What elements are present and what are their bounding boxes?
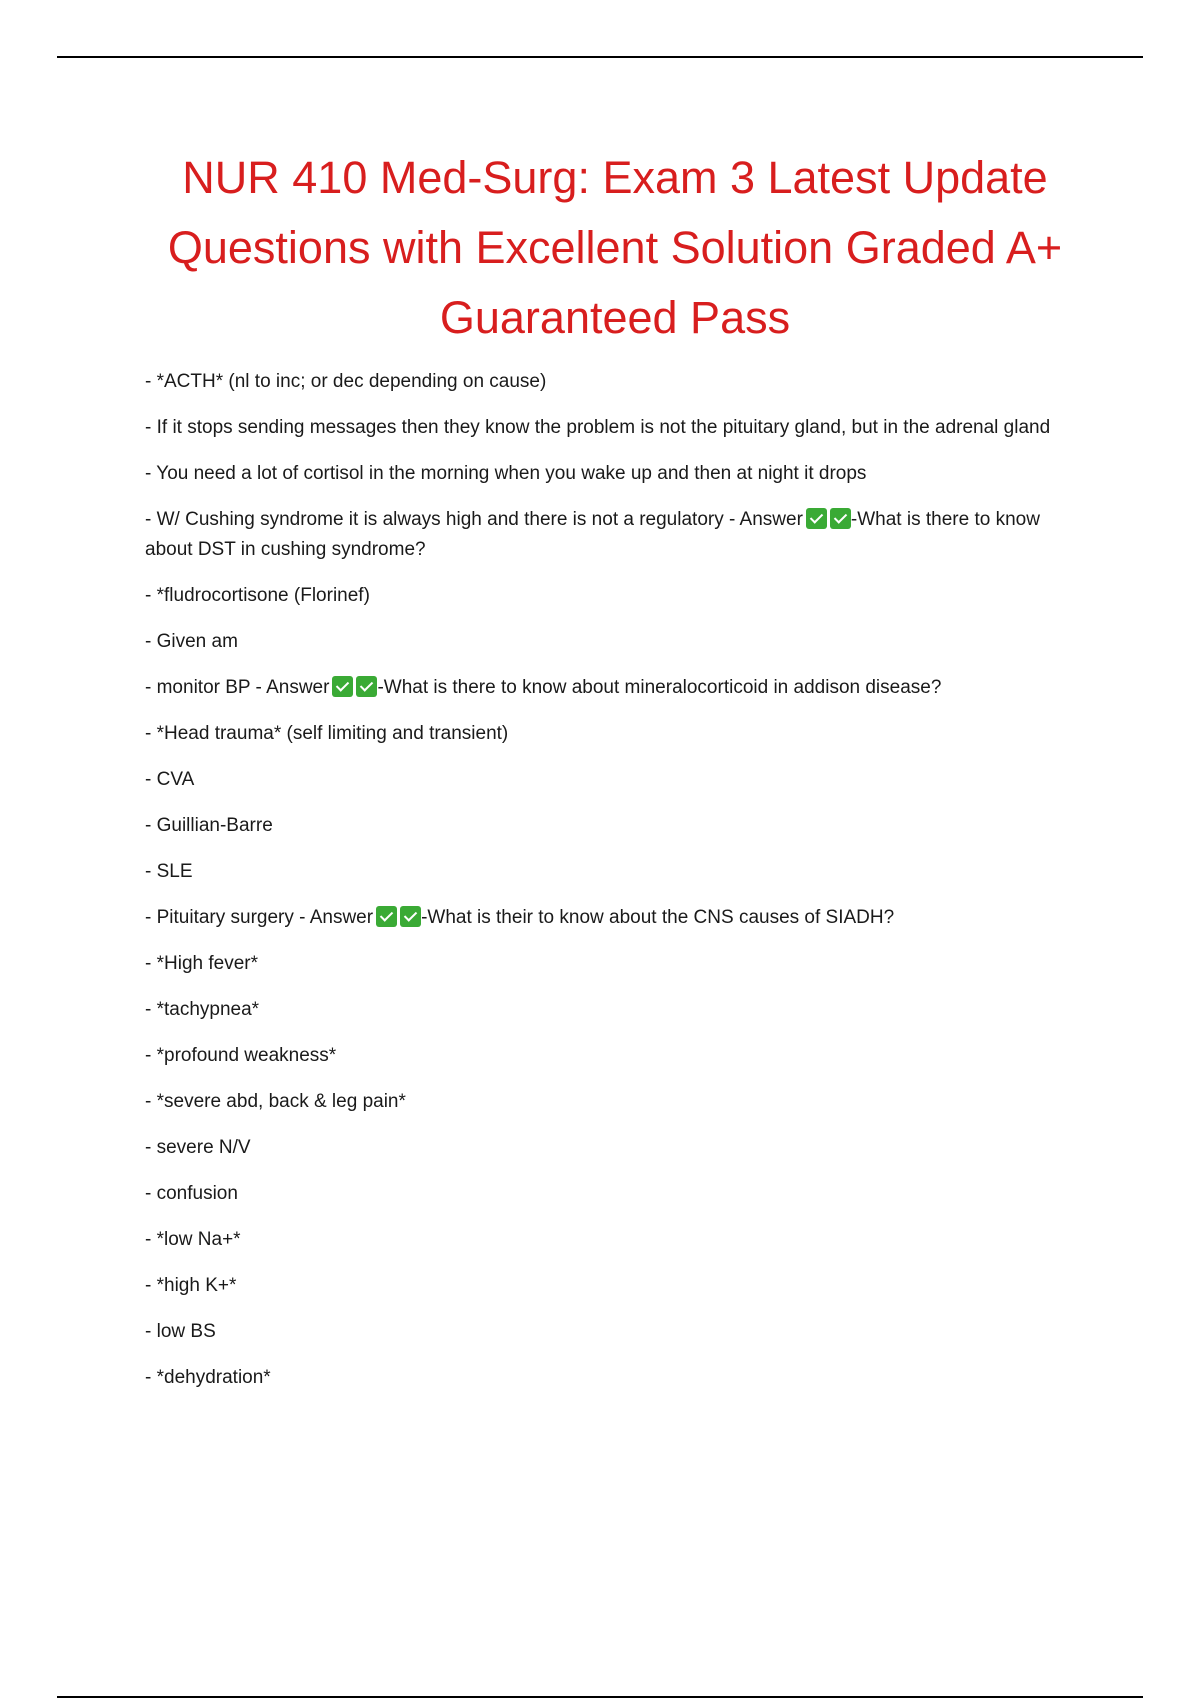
header-rule bbox=[57, 56, 1143, 58]
footer-rule bbox=[57, 1696, 1143, 1698]
check-mark-icon bbox=[376, 906, 397, 927]
answer-line-prefix: - monitor BP - Answer bbox=[145, 677, 330, 698]
body-line: - *dehydration* bbox=[145, 1367, 271, 1388]
body-line: - *ACTH* (nl to inc; or dec depending on cause) bbox=[145, 371, 547, 392]
question-text: -What is their to know about the CNS causes of SIADH? bbox=[421, 907, 895, 928]
answer-line-prefix: - Pituitary surgery - Answer bbox=[145, 907, 374, 928]
question-text: -What is there to know about DST in cushing syndrome? bbox=[145, 509, 1040, 560]
body-line: - *tachypnea* bbox=[145, 999, 260, 1020]
body-line: - low BS bbox=[145, 1321, 216, 1342]
body-line: - You need a lot of cortisol in the morning when you wake up and then at night it drops bbox=[145, 463, 867, 484]
body-line: - Guillian-Barre bbox=[145, 815, 273, 836]
body-line: - *profound weakness* bbox=[145, 1045, 337, 1066]
document-title: NUR 410 Med-Surg: Exam 3 Latest Update Questions with Excellent Solution Graded A+ Guaranteed Pass bbox=[167, 152, 1063, 343]
check-mark-icon bbox=[830, 508, 851, 529]
body-line: - *Head trauma* (self limiting and transient) bbox=[145, 723, 509, 744]
answer-line bbox=[145, 903, 1075, 933]
body-line: - *low Na+* bbox=[145, 1229, 241, 1250]
body-line: - If it stops sending messages then they know the problem is not the pituitary gland, but in the adrenal gland bbox=[145, 417, 1051, 438]
check-mark-icon bbox=[806, 508, 827, 529]
body-line: - confusion bbox=[145, 1183, 238, 1204]
check-mark-icon bbox=[332, 676, 353, 697]
document-body bbox=[145, 367, 1075, 1409]
answer-line bbox=[145, 505, 1075, 565]
body-line: - *fludrocortisone (Florinef) bbox=[145, 585, 370, 606]
body-line: - CVA bbox=[145, 769, 195, 790]
check-mark-icon bbox=[400, 906, 421, 927]
question-text: -What is there to know about mineralocorticoid in addison disease? bbox=[377, 677, 942, 698]
body-line: - Given am bbox=[145, 631, 238, 652]
check-mark-icon bbox=[356, 676, 377, 697]
answer-line-prefix: - W/ Cushing syndrome it is always high and there is not a regulatory - Answer bbox=[145, 509, 803, 530]
body-line: - *High fever* bbox=[145, 953, 258, 974]
body-line: - SLE bbox=[145, 861, 193, 882]
body-line: - severe N/V bbox=[145, 1137, 251, 1158]
answer-line bbox=[145, 673, 1075, 703]
body-line: - *high K+* bbox=[145, 1275, 237, 1296]
body-line: - *severe abd, back & leg pain* bbox=[145, 1091, 406, 1112]
